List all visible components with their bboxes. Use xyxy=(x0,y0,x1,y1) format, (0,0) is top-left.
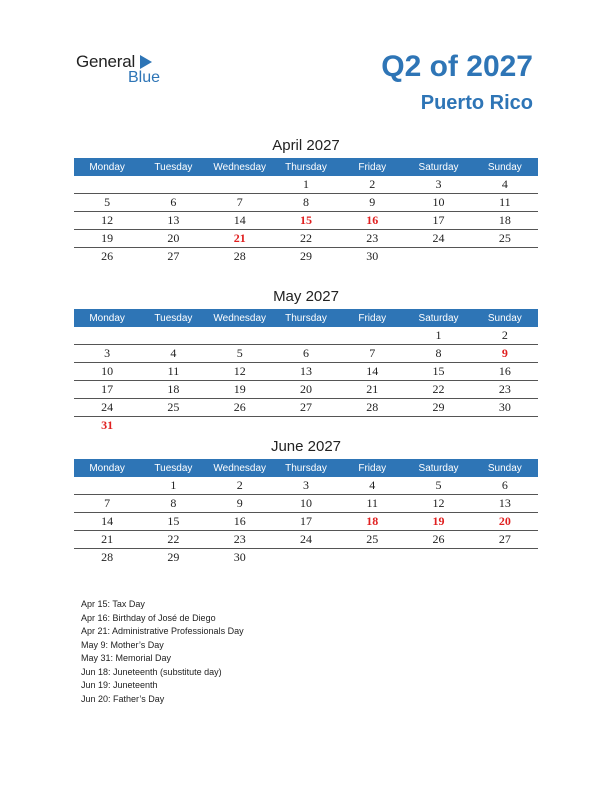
empty-day-cell xyxy=(74,327,140,345)
day-cell: 1 xyxy=(273,176,339,194)
month-calendar xyxy=(74,437,538,566)
weekday-header: Tuesday xyxy=(140,158,206,176)
day-cell: 11 xyxy=(472,194,538,212)
holiday-item: May 9: Mother’s Day xyxy=(81,639,164,650)
day-cell: 9 xyxy=(339,194,405,212)
day-cell: 22 xyxy=(273,230,339,248)
day-cell: 6 xyxy=(472,477,538,495)
empty-day-cell xyxy=(405,248,471,266)
empty-day-cell xyxy=(207,176,273,194)
weekday-header: Sunday xyxy=(472,158,538,176)
empty-day-cell xyxy=(273,417,339,435)
empty-day-cell xyxy=(140,327,206,345)
day-cell: 16 xyxy=(472,363,538,381)
weekday-header: Wednesday xyxy=(207,309,273,327)
week-row xyxy=(74,417,538,435)
day-cell: 22 xyxy=(140,531,206,549)
day-cell: 8 xyxy=(273,194,339,212)
day-cell: 22 xyxy=(405,381,471,399)
day-cell: 1 xyxy=(140,477,206,495)
day-cell: 3 xyxy=(74,345,140,363)
month-title: May 2027 xyxy=(273,288,339,305)
month-grid xyxy=(74,309,538,434)
day-cell: 26 xyxy=(101,249,114,263)
weekday-header: Monday xyxy=(74,459,140,477)
day-cell: 19 xyxy=(207,381,273,399)
week-row xyxy=(74,176,538,194)
week-row xyxy=(74,549,538,567)
day-cell: 10 xyxy=(74,363,140,381)
day-cell: 8 xyxy=(140,495,206,513)
day-cell: 17 xyxy=(74,381,140,399)
month-grid xyxy=(74,158,538,265)
day-cell: 2 xyxy=(339,176,405,194)
weekday-header: Saturday xyxy=(405,158,471,176)
empty-day-cell xyxy=(140,417,206,435)
day-cell: 7 xyxy=(207,194,273,212)
day-cell: 9 xyxy=(472,345,538,363)
day-cell: 4 xyxy=(339,477,405,495)
logo-blue-text: Blue xyxy=(128,69,161,86)
day-cell: 10 xyxy=(273,495,339,513)
empty-day-cell xyxy=(140,176,206,194)
month-grid xyxy=(74,459,538,566)
day-cell: 24 xyxy=(405,230,471,248)
month-calendar xyxy=(74,287,538,434)
day-cell: 30 xyxy=(472,399,538,417)
day-cell: 20 xyxy=(273,381,339,399)
day-cell: 15 xyxy=(405,363,471,381)
day-cell: 10 xyxy=(405,194,471,212)
weekday-header: Wednesday xyxy=(207,158,273,176)
day-cell: 27 xyxy=(167,249,180,263)
day-cell: 21 xyxy=(74,531,140,549)
week-row xyxy=(74,212,538,230)
day-cell: 12 xyxy=(405,495,471,513)
weekday-header: Monday xyxy=(74,158,140,176)
holiday-item: Apr 21: Administrative Professionals Day xyxy=(81,626,244,636)
page-title: Q2 of 2027 xyxy=(381,50,533,83)
empty-day-cell xyxy=(273,549,339,567)
week-row xyxy=(74,513,538,531)
holiday-item: Apr 15: Tax Day xyxy=(81,599,145,609)
day-cell: 28 xyxy=(233,249,246,263)
empty-day-cell xyxy=(472,417,538,435)
generalblue-logo xyxy=(76,52,196,92)
day-cell: 23 xyxy=(472,381,538,399)
day-cell: 25 xyxy=(472,230,538,248)
weekday-header: Friday xyxy=(339,459,405,477)
day-cell: 29 xyxy=(167,550,180,564)
day-cell: 19 xyxy=(74,230,140,248)
weekday-header: Tuesday xyxy=(140,309,206,327)
day-cell: 8 xyxy=(405,345,471,363)
weekday-header: Friday xyxy=(339,158,405,176)
day-cell: 16 xyxy=(207,513,273,531)
day-cell: 6 xyxy=(140,194,206,212)
empty-day-cell xyxy=(207,327,273,345)
day-cell: 13 xyxy=(273,363,339,381)
holiday-item: Jun 20: Father’s Day xyxy=(81,693,165,704)
holiday-item: Jun 19: Juneteenth xyxy=(81,680,158,690)
day-cell: 17 xyxy=(273,513,339,531)
weekday-header: Sunday xyxy=(472,309,538,327)
day-cell: 29 xyxy=(405,399,471,417)
day-cell: 2 xyxy=(472,327,538,345)
holiday-item: Apr 16: Birthday of José de Diego xyxy=(81,612,216,623)
empty-day-cell xyxy=(339,327,405,345)
day-cell: 14 xyxy=(207,212,273,230)
weekday-header: Thursday xyxy=(273,309,339,327)
day-cell: 14 xyxy=(74,513,140,531)
week-row xyxy=(74,248,538,266)
empty-day-cell xyxy=(472,549,538,567)
day-cell: 7 xyxy=(74,495,140,513)
week-row xyxy=(74,230,538,248)
day-cell: 4 xyxy=(472,176,538,194)
holiday-item: May 31: Memorial Day xyxy=(81,653,172,663)
empty-day-cell xyxy=(339,417,405,435)
day-cell: 20 xyxy=(472,513,538,531)
empty-day-cell xyxy=(339,549,405,567)
month-title: April 2027 xyxy=(272,137,340,154)
day-cell: 18 xyxy=(339,513,405,531)
empty-day-cell xyxy=(207,417,273,435)
day-cell: 28 xyxy=(101,550,114,564)
day-cell: 30 xyxy=(233,550,246,564)
day-cell: 13 xyxy=(140,212,206,230)
day-cell: 29 xyxy=(299,249,312,263)
day-cell: 23 xyxy=(207,531,273,549)
weekday-header: Saturday xyxy=(405,309,471,327)
day-cell: 21 xyxy=(339,381,405,399)
weekday-header: Tuesday xyxy=(140,459,206,477)
day-cell: 24 xyxy=(74,399,140,417)
weekday-header: Sunday xyxy=(472,459,538,477)
empty-day-cell xyxy=(472,248,538,266)
week-row xyxy=(74,477,538,495)
empty-day-cell xyxy=(405,417,471,435)
day-cell: 5 xyxy=(207,345,273,363)
day-cell: 2 xyxy=(207,477,273,495)
weekday-header: Thursday xyxy=(273,459,339,477)
day-cell: 31 xyxy=(101,418,114,432)
day-cell: 1 xyxy=(405,327,471,345)
day-cell: 13 xyxy=(472,495,538,513)
day-cell: 17 xyxy=(405,212,471,230)
day-cell: 30 xyxy=(366,249,379,263)
weekday-header: Saturday xyxy=(405,459,471,477)
day-cell: 4 xyxy=(140,345,206,363)
day-cell: 26 xyxy=(405,531,471,549)
day-cell: 19 xyxy=(405,513,471,531)
day-cell: 16 xyxy=(339,212,405,230)
empty-day-cell xyxy=(74,176,140,194)
day-cell: 14 xyxy=(339,363,405,381)
day-cell: 28 xyxy=(339,399,405,417)
logo-general-text: General xyxy=(76,52,136,71)
day-cell: 21 xyxy=(207,230,273,248)
day-cell: 18 xyxy=(140,381,206,399)
day-cell: 26 xyxy=(207,399,273,417)
day-cell: 27 xyxy=(273,399,339,417)
week-row xyxy=(74,327,538,345)
day-cell: 24 xyxy=(273,531,339,549)
day-cell: 7 xyxy=(339,345,405,363)
week-row xyxy=(74,399,538,417)
week-row xyxy=(74,194,538,212)
month-title: June 2027 xyxy=(270,438,342,455)
day-cell: 9 xyxy=(207,495,273,513)
day-cell: 20 xyxy=(140,230,206,248)
day-cell: 11 xyxy=(140,363,206,381)
logo-flag-icon xyxy=(140,55,152,69)
holiday-item: Jun 18: Juneteenth (substitute day) xyxy=(81,666,222,677)
day-cell: 12 xyxy=(74,212,140,230)
day-cell: 15 xyxy=(273,212,339,230)
empty-day-cell xyxy=(273,327,339,345)
week-row xyxy=(74,495,538,513)
empty-day-cell xyxy=(405,549,471,567)
weekday-header: Wednesday xyxy=(207,459,273,477)
day-cell: 11 xyxy=(339,495,405,513)
day-cell: 12 xyxy=(207,363,273,381)
day-cell: 6 xyxy=(273,345,339,363)
day-cell: 3 xyxy=(405,176,471,194)
week-row xyxy=(74,531,538,549)
weekday-header: Monday xyxy=(74,309,140,327)
day-cell: 25 xyxy=(339,531,405,549)
day-cell: 18 xyxy=(472,212,538,230)
empty-day-cell xyxy=(74,477,140,495)
week-row xyxy=(74,363,538,381)
day-cell: 3 xyxy=(273,477,339,495)
region-title: Puerto Rico xyxy=(420,92,533,114)
day-cell: 27 xyxy=(472,531,538,549)
weekday-header: Thursday xyxy=(273,158,339,176)
day-cell: 25 xyxy=(140,399,206,417)
day-cell: 23 xyxy=(339,230,405,248)
day-cell: 15 xyxy=(140,513,206,531)
weekday-header: Friday xyxy=(339,309,405,327)
month-calendar xyxy=(74,136,538,265)
day-cell: 5 xyxy=(405,477,471,495)
week-row xyxy=(74,381,538,399)
day-cell: 5 xyxy=(74,194,140,212)
holiday-list xyxy=(81,598,244,706)
week-row xyxy=(74,345,538,363)
